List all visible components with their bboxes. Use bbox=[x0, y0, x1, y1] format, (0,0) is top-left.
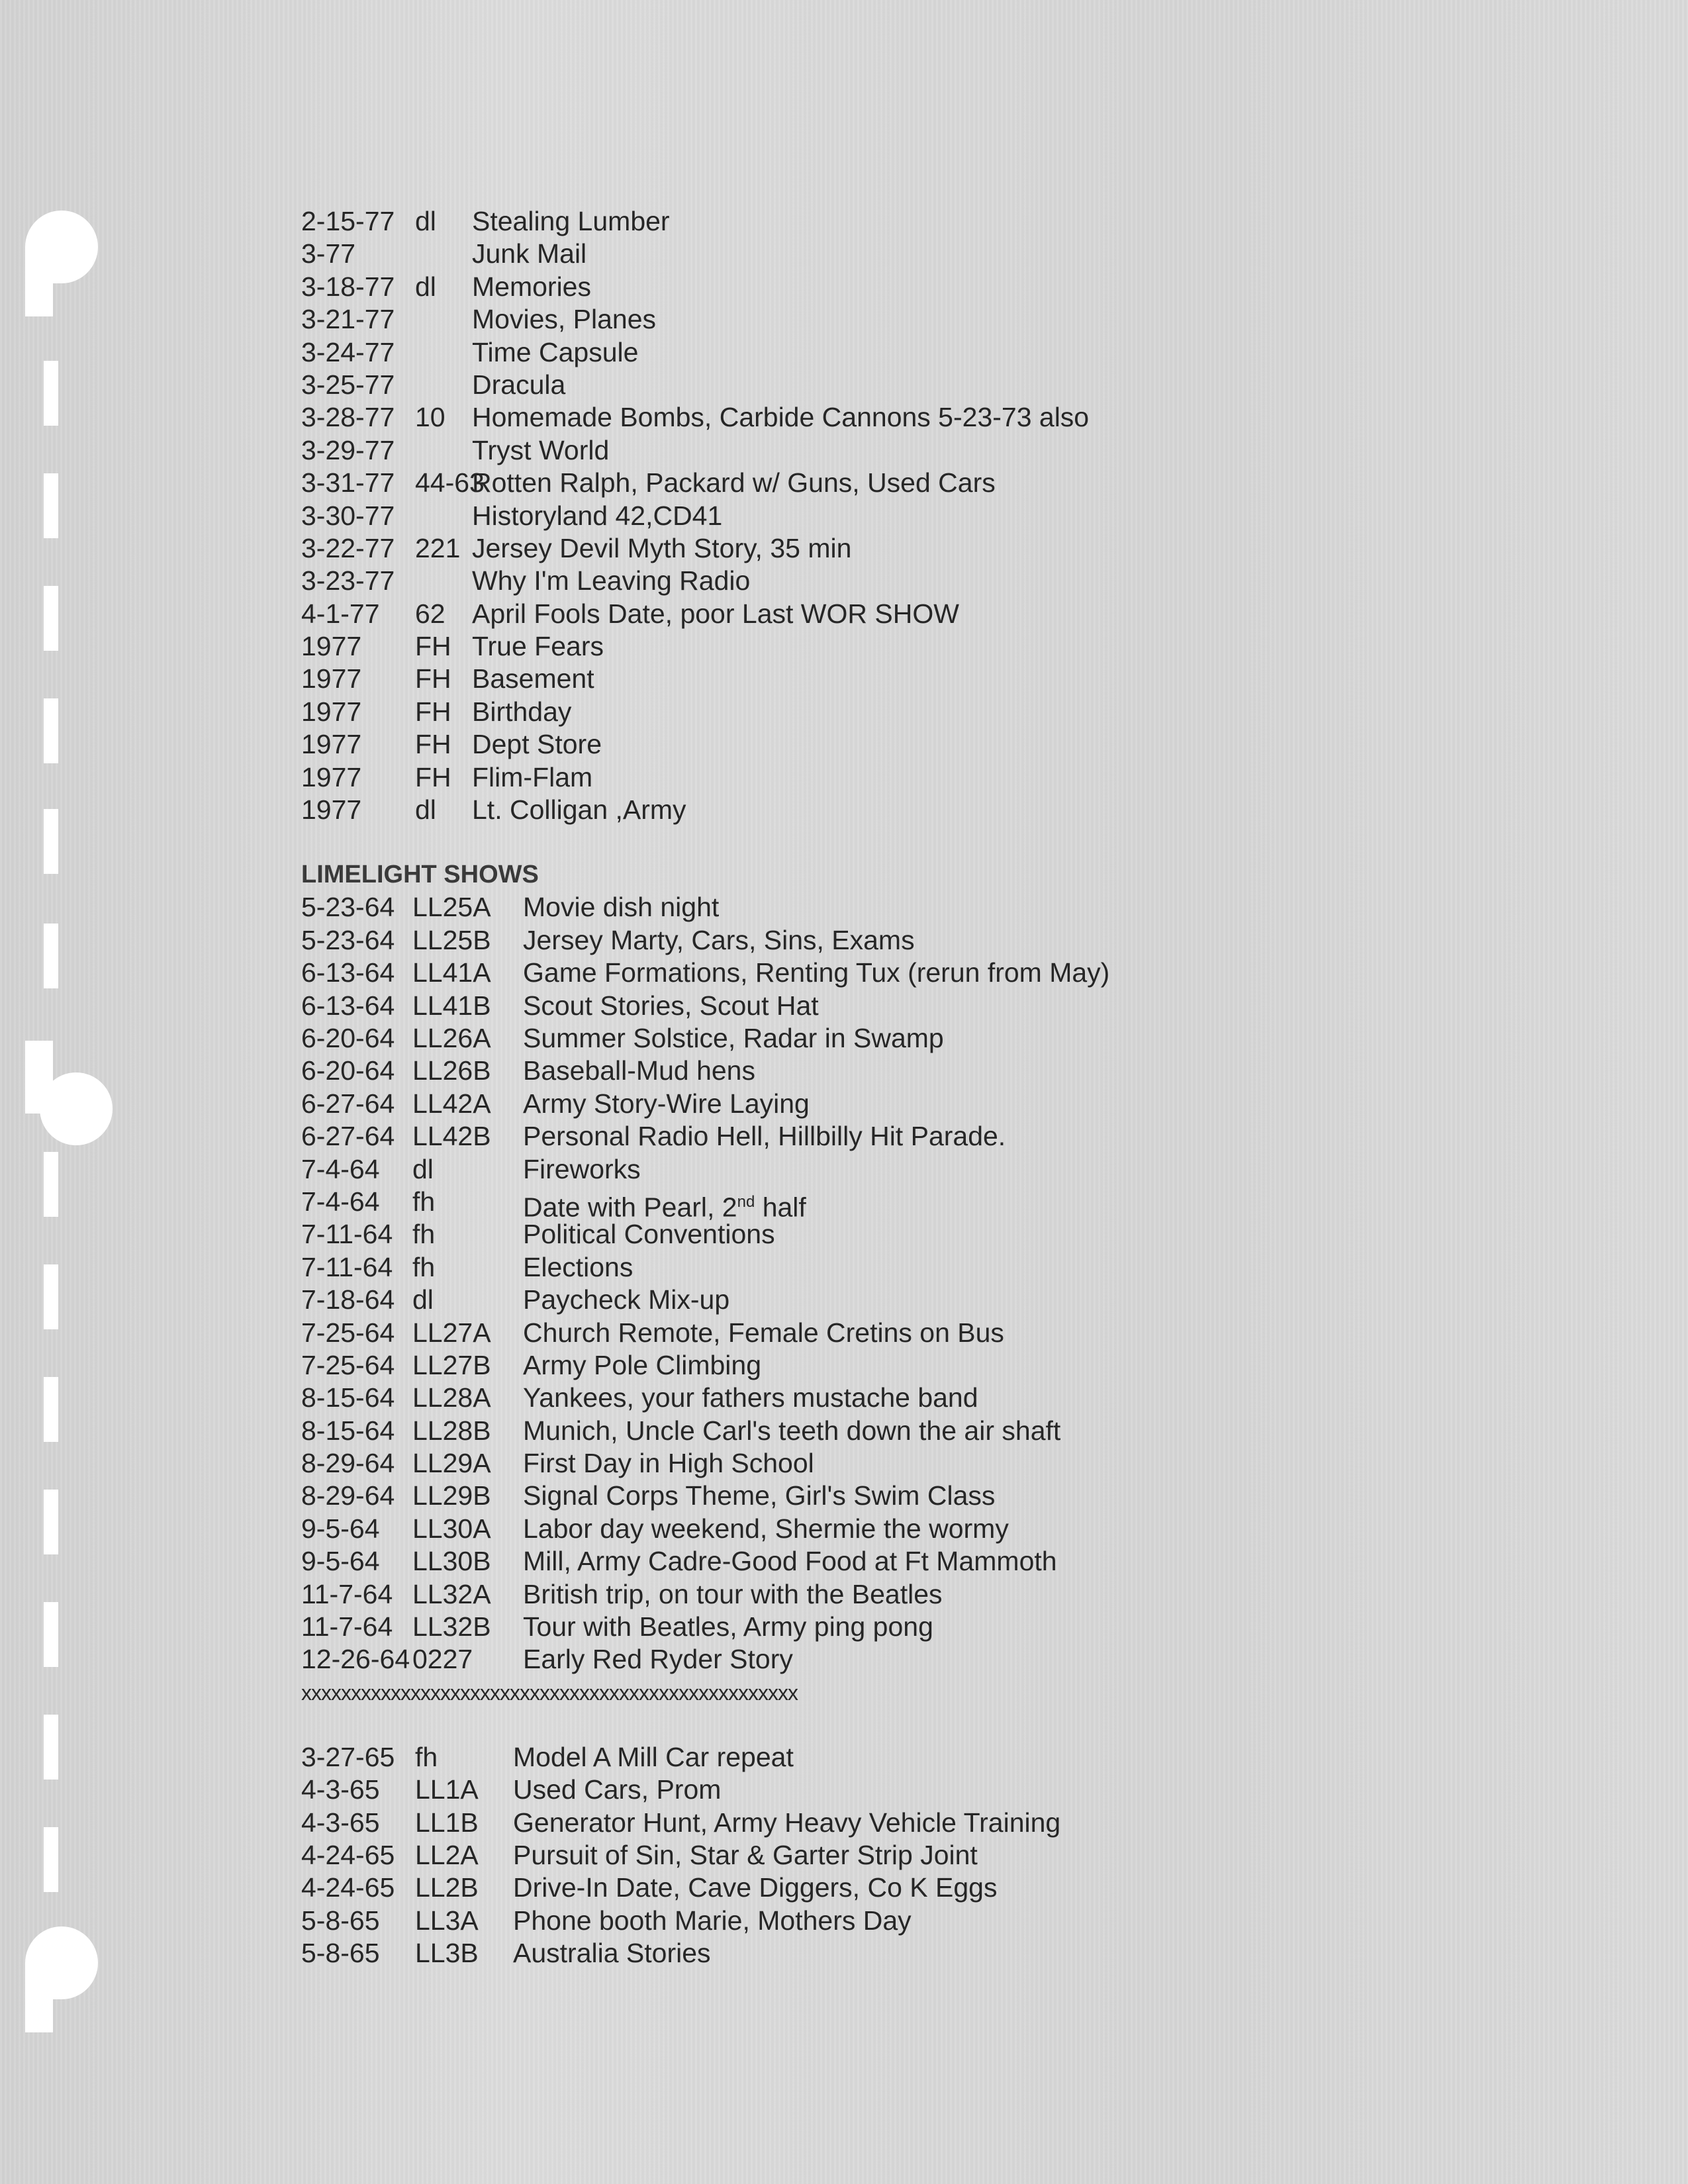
binder-slot bbox=[44, 1715, 58, 1780]
show-date: 5-8-65 bbox=[301, 1905, 380, 1936]
binder-hole-middle bbox=[40, 1072, 113, 1145]
show-code: 62 bbox=[415, 598, 445, 629]
show-date: 7-18-64 bbox=[301, 1284, 395, 1315]
show-row bbox=[301, 271, 1592, 303]
show-row bbox=[301, 1872, 1592, 1904]
show-description-part: Date with Pearl, 2 bbox=[523, 1192, 737, 1223]
show-row bbox=[301, 1186, 1592, 1223]
show-row bbox=[301, 696, 1592, 728]
show-date: 3-28-77 bbox=[301, 402, 395, 433]
binder-slot bbox=[44, 809, 58, 874]
show-description: Time Capsule bbox=[472, 336, 639, 367]
show-date: 1977 bbox=[301, 696, 362, 727]
show-code: LL41A bbox=[412, 957, 491, 988]
show-description: Birthday bbox=[472, 696, 572, 727]
show-row bbox=[301, 891, 1592, 924]
show-code: LL26B bbox=[412, 1055, 491, 1086]
show-date: 11-7-64 bbox=[301, 1578, 393, 1609]
show-description: Basement bbox=[472, 663, 594, 694]
show-code: 221 bbox=[415, 532, 461, 563]
show-code: LL2B bbox=[415, 1872, 479, 1903]
show-description: Tryst World bbox=[472, 434, 610, 465]
show-code: LL29B bbox=[412, 1480, 491, 1511]
show-description: Munich, Uncle Carl's teeth down the air shaft bbox=[523, 1415, 1061, 1446]
show-description: Army Pole Climbing bbox=[523, 1349, 761, 1380]
show-date: 6-27-64 bbox=[301, 1088, 395, 1119]
show-date: 9-5-64 bbox=[301, 1546, 380, 1577]
show-description: Elections bbox=[523, 1251, 633, 1282]
show-description: Junk Mail bbox=[472, 238, 587, 269]
show-description: Political Conventions bbox=[523, 1219, 775, 1250]
show-description: Historyland 42,CD41 bbox=[472, 500, 723, 531]
binder-hole-top bbox=[25, 211, 98, 283]
show-code: 44-63 bbox=[415, 467, 485, 499]
show-code: LL1A bbox=[415, 1774, 479, 1805]
show-date: 3-77 bbox=[301, 238, 356, 269]
show-date: 3-23-77 bbox=[301, 565, 395, 596]
binder-slot bbox=[44, 1152, 58, 1217]
section-gap bbox=[301, 1709, 1592, 1741]
show-date: 8-15-64 bbox=[301, 1415, 395, 1446]
show-code: dl bbox=[412, 1153, 434, 1184]
show-description: Movies, Planes bbox=[472, 304, 657, 335]
binder-slot bbox=[44, 924, 58, 988]
show-code: LL29A bbox=[412, 1448, 491, 1479]
show-code: LL1B bbox=[415, 1807, 479, 1838]
show-date: 3-21-77 bbox=[301, 304, 395, 335]
show-description: Jersey Marty, Cars, Sins, Exams bbox=[523, 924, 915, 955]
show-code: LL3A bbox=[415, 1905, 479, 1936]
show-date: 12-26-64 bbox=[301, 1644, 410, 1675]
show-code: fh bbox=[412, 1219, 436, 1250]
show-row bbox=[301, 990, 1592, 1022]
show-row bbox=[301, 1415, 1592, 1447]
show-description: Church Remote, Female Cretins on Bus bbox=[523, 1317, 1004, 1348]
show-date: 11-7-64 bbox=[301, 1611, 393, 1642]
show-description: Stealing Lumber bbox=[472, 206, 670, 236]
show-date: 7-4-64 bbox=[301, 1186, 380, 1217]
show-row bbox=[301, 794, 1592, 826]
show-description: Homemade Bombs, Carbide Cannons 5-23-73 also bbox=[472, 402, 1090, 433]
binder-slot bbox=[44, 1602, 58, 1667]
show-date: 2-15-77 bbox=[301, 206, 395, 236]
show-description: Drive-In Date, Cave Diggers, Co K Eggs bbox=[513, 1872, 998, 1903]
show-row bbox=[301, 1022, 1592, 1055]
show-date: 4-3-65 bbox=[301, 1774, 380, 1805]
show-row bbox=[301, 238, 1592, 270]
show-row bbox=[301, 1055, 1592, 1087]
show-code: dl bbox=[412, 1284, 434, 1315]
show-row bbox=[301, 1153, 1592, 1186]
show-description: First Day in High School bbox=[523, 1448, 814, 1479]
show-code: LL27B bbox=[412, 1349, 491, 1380]
show-code: LL41B bbox=[412, 990, 491, 1021]
show-date: 3-22-77 bbox=[301, 532, 395, 563]
show-description: Personal Radio Hell, Hillbilly Hit Parade. bbox=[523, 1121, 1006, 1152]
show-code: LL25B bbox=[412, 924, 491, 955]
show-description: Baseball-Mud hens bbox=[523, 1055, 755, 1086]
show-code: LL25A bbox=[412, 892, 491, 923]
show-code: LL26A bbox=[412, 1022, 491, 1053]
show-description: Dracula bbox=[472, 369, 566, 400]
show-row bbox=[301, 1807, 1592, 1839]
ordinal-suffix: nd bbox=[737, 1192, 755, 1211]
show-date: 1977 bbox=[301, 663, 362, 694]
show-date: 1977 bbox=[301, 761, 362, 792]
show-row bbox=[301, 630, 1592, 663]
show-row bbox=[301, 663, 1592, 695]
show-description: Dept Store bbox=[472, 729, 602, 760]
show-row bbox=[301, 728, 1592, 761]
show-row bbox=[301, 1643, 1592, 1676]
limelight-heading: LIMELIGHT SHOWS bbox=[301, 861, 539, 889]
show-date: 4-1-77 bbox=[301, 598, 380, 629]
show-code: LL28A bbox=[412, 1382, 491, 1413]
show-row bbox=[301, 369, 1592, 401]
show-description: April Fools Date, poor Last WOR SHOW bbox=[472, 598, 959, 629]
show-date: 7-25-64 bbox=[301, 1349, 395, 1380]
show-row bbox=[301, 401, 1592, 434]
binder-slot bbox=[44, 1264, 58, 1329]
show-date: 4-24-65 bbox=[301, 1872, 395, 1903]
show-date: 8-29-64 bbox=[301, 1480, 395, 1511]
binder-hole-bottom bbox=[25, 1926, 98, 1999]
show-description: Lt. Colligan ,Army bbox=[472, 794, 686, 826]
show-row bbox=[301, 1774, 1592, 1806]
show-code: fh bbox=[412, 1186, 436, 1217]
show-description: Jersey Devil Myth Story, 35 min bbox=[472, 532, 852, 563]
show-date: 5-8-65 bbox=[301, 1938, 380, 1969]
show-description: Memories bbox=[472, 271, 591, 302]
show-code: FH bbox=[415, 631, 451, 662]
show-description: Model A Mill Car repeat bbox=[513, 1741, 794, 1772]
show-row bbox=[301, 1741, 1592, 1774]
show-code: LL32A bbox=[412, 1578, 491, 1609]
show-date: 6-13-64 bbox=[301, 957, 395, 988]
show-row bbox=[301, 1839, 1592, 1872]
show-row bbox=[301, 205, 1592, 238]
section-gap bbox=[301, 826, 1592, 858]
show-row bbox=[301, 1513, 1592, 1545]
show-description: Used Cars, Prom bbox=[513, 1774, 722, 1805]
show-description: Phone booth Marie, Mothers Day bbox=[513, 1905, 912, 1936]
show-code: fh bbox=[415, 1741, 438, 1772]
show-code: FH bbox=[415, 729, 451, 760]
show-date: 6-27-64 bbox=[301, 1121, 395, 1152]
binder-slot bbox=[44, 361, 58, 426]
show-code: LL2A bbox=[415, 1839, 479, 1870]
show-row bbox=[301, 1611, 1592, 1643]
show-row bbox=[301, 1382, 1592, 1414]
show-row bbox=[301, 1251, 1592, 1284]
show-row bbox=[301, 957, 1592, 989]
show-date: 1977 bbox=[301, 631, 362, 662]
show-date: 3-30-77 bbox=[301, 500, 395, 531]
show-description: British trip, on tour with the Beatles bbox=[523, 1578, 943, 1609]
show-code: dl bbox=[415, 206, 436, 236]
show-description: Summer Solstice, Radar in Swamp bbox=[523, 1022, 944, 1053]
section-limelight bbox=[301, 891, 1592, 1676]
section-1965 bbox=[301, 1741, 1592, 1970]
show-row bbox=[301, 924, 1592, 957]
show-description: True Fears bbox=[472, 631, 604, 662]
show-description: Paycheck Mix-up bbox=[523, 1284, 730, 1315]
binder-slot bbox=[44, 1377, 58, 1442]
show-row bbox=[301, 303, 1592, 336]
show-row bbox=[301, 532, 1592, 565]
show-row bbox=[301, 1905, 1592, 1937]
show-date: 7-11-64 bbox=[301, 1251, 393, 1282]
show-date: 9-5-64 bbox=[301, 1513, 380, 1544]
show-code: FH bbox=[415, 663, 451, 694]
show-code: 10 bbox=[415, 402, 445, 433]
show-date: 8-15-64 bbox=[301, 1382, 395, 1413]
show-code: LL3B bbox=[415, 1938, 479, 1969]
show-date: 8-29-64 bbox=[301, 1448, 395, 1479]
show-date: 4-3-65 bbox=[301, 1807, 380, 1838]
show-description: Australia Stories bbox=[513, 1938, 711, 1969]
show-row bbox=[301, 467, 1592, 499]
show-date: 1977 bbox=[301, 794, 362, 826]
show-row bbox=[301, 598, 1592, 630]
show-row bbox=[301, 1447, 1592, 1480]
show-code: fh bbox=[412, 1251, 436, 1282]
show-date: 3-18-77 bbox=[301, 271, 395, 302]
binder-slot bbox=[44, 473, 58, 538]
show-date: 3-29-77 bbox=[301, 434, 395, 465]
show-code: FH bbox=[415, 761, 451, 792]
binder-slot bbox=[44, 1827, 58, 1892]
show-date: 1977 bbox=[301, 729, 362, 760]
show-listing bbox=[301, 205, 1592, 1970]
show-row bbox=[301, 1578, 1592, 1611]
show-row bbox=[301, 565, 1592, 597]
show-date: 7-11-64 bbox=[301, 1219, 393, 1250]
show-code: LL30A bbox=[412, 1513, 491, 1544]
show-description: Mill, Army Cadre-Good Food at Ft Mammoth bbox=[523, 1546, 1057, 1577]
show-row bbox=[301, 1937, 1592, 1970]
show-row bbox=[301, 1317, 1592, 1349]
show-description: Yankees, your fathers mustache band bbox=[523, 1382, 978, 1413]
show-description: Why I'm Leaving Radio bbox=[472, 565, 751, 596]
show-row bbox=[301, 1088, 1592, 1120]
show-code: dl bbox=[415, 271, 436, 302]
show-description: Army Story-Wire Laying bbox=[523, 1088, 810, 1119]
show-row bbox=[301, 336, 1592, 369]
show-date: 7-25-64 bbox=[301, 1317, 395, 1348]
binder-slot bbox=[44, 698, 58, 763]
show-row bbox=[301, 434, 1592, 467]
show-date: 7-4-64 bbox=[301, 1153, 380, 1184]
section-1977 bbox=[301, 205, 1592, 826]
show-row bbox=[301, 1545, 1592, 1578]
show-code: 0227 bbox=[412, 1644, 473, 1675]
show-row bbox=[301, 1349, 1592, 1382]
show-code: LL42B bbox=[412, 1121, 491, 1152]
show-code: LL42A bbox=[412, 1088, 491, 1119]
show-date: 5-23-64 bbox=[301, 924, 395, 955]
show-date: 3-27-65 bbox=[301, 1741, 395, 1772]
show-row bbox=[301, 1218, 1592, 1251]
show-row bbox=[301, 1284, 1592, 1316]
show-code: LL28B bbox=[412, 1415, 491, 1446]
show-row bbox=[301, 1480, 1592, 1512]
show-description: Generator Hunt, Army Heavy Vehicle Training bbox=[513, 1807, 1061, 1838]
show-date: 6-20-64 bbox=[301, 1022, 395, 1053]
separator-line: xxxxxxxxxxxxxxxxxxxxxxxxxxxxxxxxxxxxxxxxxxxxxxxxxx bbox=[301, 1680, 798, 1705]
show-description: Scout Stories, Scout Hat bbox=[523, 990, 819, 1021]
show-date: 3-31-77 bbox=[301, 467, 395, 499]
show-description: Tour with Beatles, Army ping pong bbox=[523, 1611, 933, 1642]
show-description: Rotten Ralph, Packard w/ Guns, Used Cars bbox=[472, 467, 996, 499]
binder-slot bbox=[44, 1490, 58, 1554]
show-code: dl bbox=[415, 794, 436, 826]
show-description: Movie dish night bbox=[523, 892, 720, 923]
show-code: FH bbox=[415, 696, 451, 727]
show-date: 3-25-77 bbox=[301, 369, 395, 400]
show-description: Labor day weekend, Shermie the wormy bbox=[523, 1513, 1009, 1544]
show-date: 5-23-64 bbox=[301, 892, 395, 923]
show-code: LL27A bbox=[412, 1317, 491, 1348]
show-description: Game Formations, Renting Tux (rerun from May) bbox=[523, 957, 1110, 988]
show-code: LL32B bbox=[412, 1611, 491, 1642]
show-description: Pursuit of Sin, Star & Garter Strip Joint bbox=[513, 1839, 978, 1870]
show-date: 6-20-64 bbox=[301, 1055, 395, 1086]
show-date: 6-13-64 bbox=[301, 990, 395, 1021]
show-row bbox=[301, 761, 1592, 794]
show-date: 4-24-65 bbox=[301, 1839, 395, 1870]
show-date: 3-24-77 bbox=[301, 336, 395, 367]
show-description: Signal Corps Theme, Girl's Swim Class bbox=[523, 1480, 996, 1511]
show-description: Early Red Ryder Story bbox=[523, 1644, 793, 1675]
show-row bbox=[301, 1120, 1592, 1153]
show-description: Flim-Flam bbox=[472, 761, 593, 792]
show-description: Fireworks bbox=[523, 1153, 641, 1184]
show-code: LL30B bbox=[412, 1546, 491, 1577]
show-row bbox=[301, 500, 1592, 532]
binder-slot bbox=[44, 586, 58, 651]
show-description-part: half bbox=[755, 1192, 806, 1223]
